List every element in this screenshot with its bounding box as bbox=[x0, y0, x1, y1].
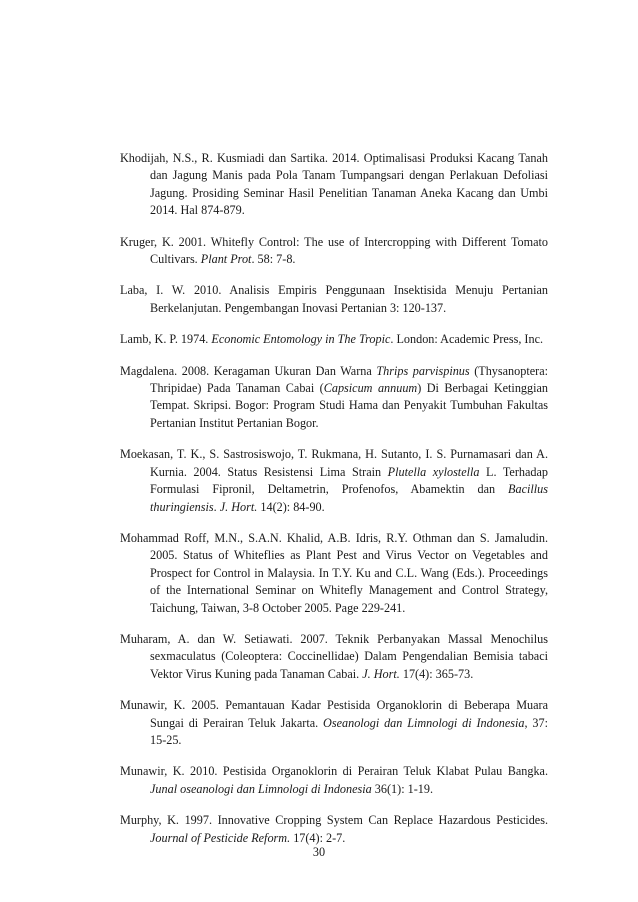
reference-italic-text: Oseanologi dan Limnologi di Indonesia bbox=[323, 715, 525, 730]
reference-entry bbox=[120, 446, 548, 516]
reference-entry bbox=[120, 150, 548, 220]
reference-entry bbox=[120, 282, 548, 317]
reference-italic-text: Journal of Pesticide Reform. bbox=[150, 830, 291, 845]
reference-entry bbox=[120, 363, 548, 433]
reference-italic-text: Junal oseanologi dan Limnologi di Indonesia bbox=[150, 781, 372, 796]
reference-text: Mohammad Roff, M.N., S.A.N. Khalid, A.B. Idris, R.Y. Othman dan S. Jamaludin. 2005. Status of Whiteflies as Plant Pest and Virus Vector on Vegetables and Prospect for Control in Malaysia. In T.Y. Ku and C.L. Wang (Eds.). Proceedings of the International Seminar on Whitefly Management and Control Strategy, Taichung, Taiwan, 3-8 October 2005. Page 229-241. bbox=[120, 530, 548, 615]
reference-text: L. Terhadap Formulasi Fipronil, Deltametrin, Profenofos, Abamektin dan bbox=[150, 464, 549, 497]
reference-text: . 58: 7-8. bbox=[251, 252, 296, 267]
reference-italic-text: Thrips parvispinus bbox=[376, 363, 470, 378]
reference-entry bbox=[120, 331, 548, 348]
reference-text: 14(2): 84-90. bbox=[257, 499, 325, 514]
reference-italic-text: Bacillus thuringiensis bbox=[150, 482, 548, 514]
reference-text: , 37: 15-25. bbox=[150, 715, 548, 747]
reference-entry bbox=[120, 234, 548, 269]
reference-text: . London: Academic Press, Inc. bbox=[390, 332, 544, 347]
reference-text: Khodijah, N.S., R. Kusmiadi dan Sartika. 2014. Optimalisasi Produksi Kacang Tanah dan Jagung Manis pada Pola Tanam Tumpangsari dengan Perlakuan Defoliasi Jagung. Prosiding Seminar Hasil Penelitian Tanaman Aneka Kacang dan Umbi 2014. Hal 874-879. bbox=[120, 151, 548, 218]
reference-italic-text: Economic Entomology in The Tropic bbox=[211, 332, 391, 347]
reference-italic-text: Plutella xylostella bbox=[387, 464, 480, 479]
reference-entry bbox=[120, 763, 548, 798]
reference-entry bbox=[120, 530, 548, 617]
page-number: 30 bbox=[312, 845, 326, 859]
reference-text: Kruger, K. 2001. Whitefly Control: The use of Intercropping with Different Tomato Cultivars. bbox=[120, 234, 548, 267]
reference-text: 17(4): 2-7. bbox=[290, 830, 346, 845]
reference-italic-text: Capsicum annuum bbox=[323, 381, 418, 396]
reference-text: Munawir, K. 2010. Pestisida Organoklorin di Perairan Teluk Klabat Pulau Bangka. bbox=[120, 764, 548, 779]
reference-text: Muharam, A. dan W. Setiawati. 2007. Teknik Perbanyakan Massal Menochilus sexmaculatus (Coleoptera: Coccinellidae) Dalam Pengendalian Bemisia tabaci Vektor Virus Kuning pada Tanaman Cabai. bbox=[120, 631, 548, 681]
reference-text: Magdalena. 2008. Keragaman Ukuran Dan Warna bbox=[120, 363, 377, 378]
reference-entry bbox=[120, 697, 548, 749]
reference-list bbox=[120, 150, 548, 861]
reference-text: 17(4): 365-73. bbox=[399, 666, 474, 681]
reference-text: Laba, I. W. 2010. Analisis Empiris Penggunaan Insektisida Menuju Pertanian Berkelanjutan. Pengembangan Inovasi Pertanian 3: 120-137. bbox=[120, 283, 548, 315]
reference-entry bbox=[120, 812, 548, 847]
reference-entry bbox=[120, 631, 548, 683]
reference-italic-text: J. Hort. bbox=[219, 499, 258, 514]
reference-text: Murphy, K. 1997. Innovative Cropping System Can Replace Hazardous Pesticides. bbox=[120, 813, 548, 828]
reference-italic-text: Plant Prot bbox=[200, 252, 252, 267]
reference-text: 36(1): 1-19. bbox=[371, 781, 434, 796]
reference-text: Lamb, K. P. 1974. bbox=[120, 332, 212, 347]
reference-italic-text: J. Hort. bbox=[362, 666, 400, 681]
reference-text: (Thysanoptera: Thripidae) Pada Tanaman Cabai ( bbox=[150, 363, 548, 396]
reference-text: . bbox=[213, 499, 220, 514]
reference-text: Moekasan, T. K., S. Sastrosiswojo, T. Rukmana, H. Sutanto, I. S. Purnamasari dan A. Kurnia. 2004. Status Resistensi Lima Strain bbox=[120, 447, 548, 479]
reference-text: Munawir, K. 2005. Pemantauan Kadar Pestisida Organoklorin di Beberapa Muara Sungai di Perairan Teluk Jakarta. bbox=[120, 698, 548, 730]
reference-text: ) Di Berbagai Ketinggian Tempat. Skripsi. Bogor: Program Studi Hama dan Penyakit Tumbuhan Fakultas Pertanian Institut Pertanian Bogor. bbox=[150, 381, 548, 430]
